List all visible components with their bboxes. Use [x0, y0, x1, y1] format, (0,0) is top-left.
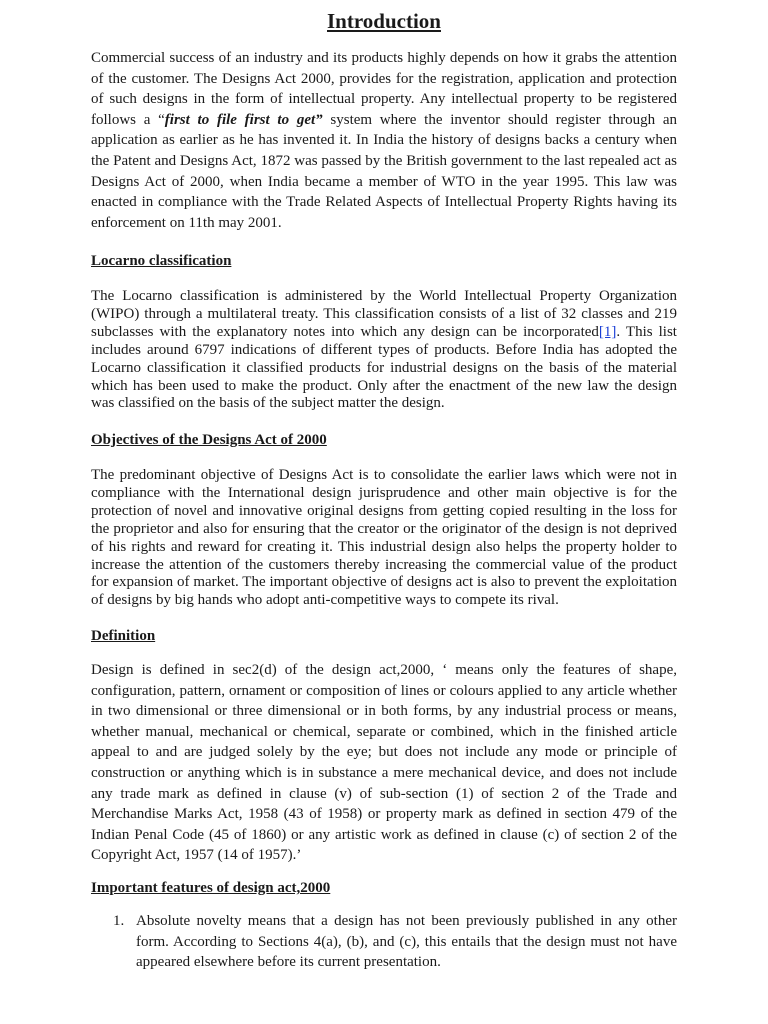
definition-paragraph: Design is defined in sec2(d) of the design act,2000, ‘ means only the features of shape, configuration, pattern, ornament or composition of lines or colours applied to any article whether in two dimensional or three dimensional or in both forms, by any industrial process or means, whether manual, mechanical or chemical, separate or combined, which in the finished article appeal to and are judged solely by the eye; but does not include any mode or principle of construction or anything which is in substance a mere mechanical device, and does not include any trade mark as defined in clause (v) of sub-section (1) of section 2 of the Trade and Merchandise Marks Act, 1958 (43 of 1958) or property mark as defined in section 479 of the Indian Penal Code (45 of 1860) or any artistic work as defined in clause (c) of section 2 of the Copyright Act, 1957 (14 of 1957).’: [91, 662, 677, 864]
objectives-paragraph: The predominant objective of Designs Act is to consolidate the earlier laws which were not in compliance with the International design jurisprudence and other main objective is for the protection of novel and innovative original designs from getting copied resulting in the loss for the proprietor and also for ensuring that the creator or the originator of the design is not deprived of his rights and reward for creating it. This industrial design also helps the property holder to increase the attention of the customers thereby increasing the commercial value of the product for expansion of market. The important objective of designs act is also to prevent the exploitation of designs by big hands who adopt anti-competitive ways to compete its rival.: [91, 467, 677, 609]
list-item-text: Absolute novelty means that a design has not been previously published in any other form. According to Sections 4(a), (b), and (c), this entails that the design must not have appeared elsewhere before its current presentation.: [136, 913, 677, 971]
intro-paragraph: [91, 48, 677, 233]
list-item: [113, 911, 677, 973]
features-heading: Important features of design act,2000: [91, 880, 331, 896]
intro-text-part2: system where the inventor should register through an application as earlier as he has invented it. In India the history of designs backs a century when the Patent and Designs Act, 1872 was passed by the British government to the last repealed act as Designs Act of 2000, when India became a member of WTO in the year 1995. This law was enacted in compliance with the Trade Related Aspects of Intellectual Property Rights having its enforcement on 11th may 2001.: [91, 111, 677, 231]
locarno-heading: Locarno classification: [91, 253, 232, 269]
locarno-paragraph: [91, 288, 677, 413]
definition-heading: Definition: [91, 628, 156, 644]
intro-emphasis: first to file first to get”: [164, 111, 323, 128]
locarno-text-part2: . This list includes around 6797 indications of different types of products. Before India has adopted the Locarno classification it classified products for industrial designs on the basis of the material which has been used to make the product. Only after the enactment of the new law the design was classified on the basis of the subject matter the design.: [91, 323, 677, 412]
locarno-text-part1: The Locarno classification is administered by the World Intellectual Property Organization (WIPO) through a multilateral treaty. This classification consists of a list of 32 classes and 219 subclasses with the explanatory notes into which any design can be incorporated: [91, 288, 677, 340]
list-item-number: 1.: [113, 913, 125, 929]
footnote-link-1[interactable]: [1]: [598, 323, 617, 340]
objectives-heading: Objectives of the Designs Act of 2000: [91, 432, 327, 448]
intro-text-part1: Commercial success of an industry and its products highly depends on how it grabs the attention of the customer. The Designs Act 2000, provides for the registration, application and protection of such designs in the form of intellectual property. Any intellectual property to be registered follows a “: [91, 50, 677, 128]
page-title: Introduction: [327, 9, 441, 33]
